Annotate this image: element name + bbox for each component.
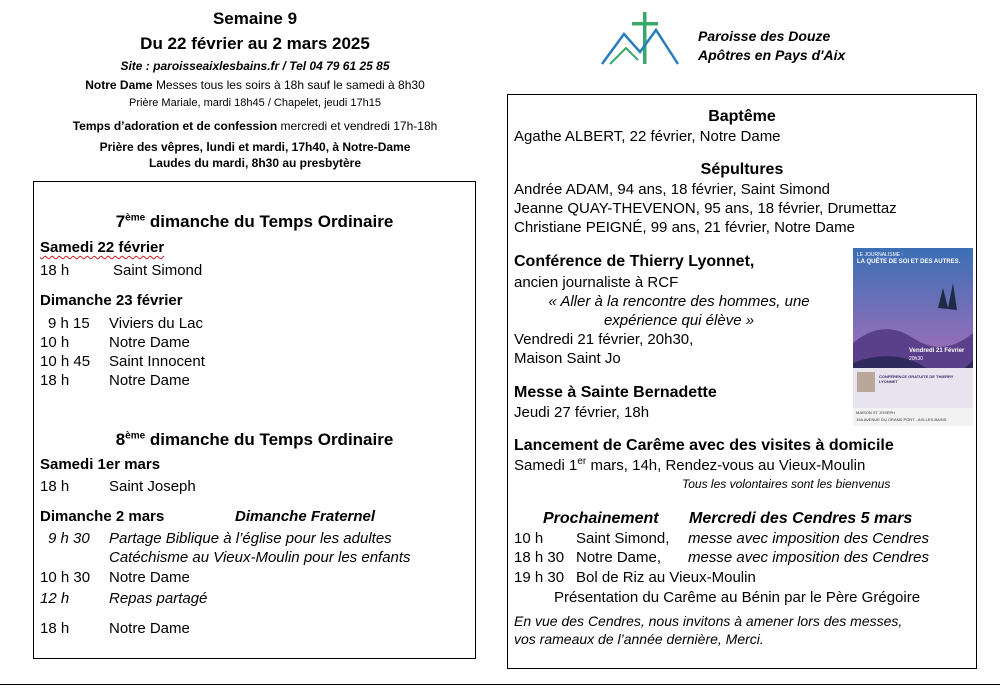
conference-quote-2: expérience qui élève » — [603, 312, 755, 329]
row-note: messe avec imposition des Cendres — [688, 549, 929, 566]
sepulture-item: Andrée ADAM, 94 ans, 18 février, Saint Simond — [514, 181, 831, 198]
cendres-note-2: vos rameaux de l’année dernière, Merci. — [514, 631, 764, 647]
careme-title: Lancement de Carême avec des visites à domicile — [514, 437, 894, 454]
row-time: 10 h — [40, 334, 70, 351]
sepulture-item: Christiane PEIGNÉ, 99 ans, 21 février, Notre Dame — [514, 219, 855, 236]
row-time: 18 h — [40, 478, 70, 495]
poster-time: 20h30 — [909, 356, 923, 362]
poster-date: Vendredi 21 Février — [909, 348, 965, 354]
cross-mountains-icon — [600, 8, 680, 80]
page-divider — [0, 684, 1000, 685]
careme-text-a: Samedi 1 — [514, 457, 578, 474]
notre-dame-text: Messes tous les soirs à 18h sauf le samedi à 8h30 — [155, 78, 425, 92]
poster-badge: CONFÉRENCE GRATUITE DE THIERRY LYONNET — [879, 374, 954, 384]
priere-line: Prière Mariale, mardi 18h45 / Chapelet, jeudi 17h15 — [129, 97, 381, 109]
row-time: 18 h — [40, 372, 70, 389]
poster-headline: LA QUÊTE DE SOI ET DES AUTRES. — [857, 259, 961, 265]
poster-top: LE JOURNALISME : — [857, 252, 903, 258]
bapteme-title: Baptême — [708, 108, 776, 125]
dimanche-fraternel-note: Dimanche Fraternel — [235, 508, 376, 525]
row-time: 9 h 30 — [48, 530, 90, 547]
careme-text-b: mars, 14h, Rendez-vous au Vieux-Moulin — [586, 457, 866, 474]
poster-image — [853, 248, 973, 408]
row-time: 19 h 30 — [514, 569, 565, 586]
row-text: Bol de Riz au Vieux-Moulin — [576, 569, 756, 586]
notre-dame-line — [40, 78, 470, 92]
logo-line-1: Paroisse des Douze — [698, 28, 831, 44]
row-place: Saint Innocent — [109, 353, 205, 370]
conference-sub: ancien journaliste à RCF — [514, 274, 679, 291]
conference-place: Maison Saint Jo — [514, 350, 621, 367]
presentation-line: Présentation du Carême au Bénin par le Père Grégoire — [554, 589, 921, 606]
sunday-8-title — [33, 430, 476, 450]
conference-title: Conférence de Thierry Lyonnet, — [514, 253, 755, 270]
conference-poster — [853, 248, 973, 426]
row-time: 18 h 30 — [514, 549, 565, 566]
row-place: Repas partagé — [109, 590, 208, 607]
sepulture-item: Jeanne QUAY-THEVENON, 95 ans, 18 février, Drumettaz — [514, 200, 897, 217]
sunday-7-sup: ème — [125, 212, 146, 224]
saturday-22-heading: Samedi 22 février — [40, 239, 165, 256]
row-text: Saint Simond, — [576, 530, 670, 547]
cendres-title: Mercredi des Cendres 5 mars — [689, 510, 913, 527]
adoration-line — [30, 119, 480, 133]
adoration-text: mercredi et vendredi 17h-18h — [280, 119, 438, 133]
row-note: messe avec imposition des Cendres — [688, 530, 929, 547]
sunday-7-number: 7 — [115, 212, 126, 231]
sunday-8-sup: ème — [125, 430, 146, 442]
notre-dame-label: Notre Dame — [85, 78, 153, 92]
row-place: Notre Dame — [109, 620, 190, 637]
careme-note: Tous les volontaires sont les bienvenus — [682, 477, 891, 491]
row-place: Viviers du Lac — [109, 315, 203, 332]
row-place: Saint Joseph — [109, 478, 196, 495]
row-place: Notre Dame — [109, 334, 190, 351]
row-time: 10 h — [514, 530, 544, 547]
careme-text — [514, 457, 865, 474]
sunday-8-rest: dimanche du Temps Ordinaire — [145, 430, 394, 449]
sunday-7-rest: dimanche du Temps Ordinaire — [145, 212, 394, 231]
sunday-7-title — [33, 212, 476, 232]
row-text: Notre Dame, — [576, 549, 662, 566]
row-time: 10 h 30 — [40, 569, 91, 586]
logo-line-2: Apôtres en Pays d'Aix — [698, 47, 846, 63]
conference-date: Vendredi 21 février, 20h30, — [514, 331, 694, 348]
row-place: Saint Simond — [113, 262, 203, 279]
saturday-1-heading: Samedi 1er mars — [40, 456, 161, 473]
row-place: Notre Dame — [109, 372, 190, 389]
cendres-note-1: En vue des Cendres, nous invitons à amener lors des messes, — [514, 613, 903, 629]
poster-footer-2: 19A AVENUE DU GRAND PORT - AIX-LES-BAINS — [856, 417, 947, 422]
week-title: Semaine 9 — [212, 9, 298, 28]
poster-footer-1: MAISON ST JOSEPH — [856, 410, 896, 415]
parish-logo — [600, 8, 680, 80]
sunday-2-heading: Dimanche 2 mars — [40, 508, 165, 525]
row-place: Catéchisme au Vieux-Moulin pour les enfants — [109, 549, 411, 566]
laudes-line: Laudes du mardi, 8h30 au presbytère — [148, 156, 362, 170]
bapteme-text: Agathe ALBERT, 22 février, Notre Dame — [514, 128, 781, 145]
row-time: 12 h — [40, 590, 70, 607]
adoration-label: Temps d’adoration et de confession — [72, 119, 278, 133]
messe-bernadette-title: Messe à Sainte Bernadette — [514, 384, 717, 401]
row-place: Partage Biblique à l’église pour les adultes — [109, 530, 392, 547]
sepultures-title: Sépultures — [700, 161, 784, 178]
row-time: 10 h 45 — [40, 353, 91, 370]
row-time: 9 h 15 — [48, 315, 90, 332]
conference-quote-1: « Aller à la rencontre des hommes, une — [548, 293, 810, 310]
messe-bernadette-text: Jeudi 27 février, 18h — [514, 404, 650, 421]
prochainement-label: Prochainement — [543, 510, 659, 527]
row-place: Notre Dame — [109, 569, 190, 586]
row-time: 18 h — [40, 262, 70, 279]
site-line: Site : paroisseaixlesbains.fr / Tel 04 79 61 25 85 — [120, 59, 390, 73]
row-time: 18 h — [40, 620, 70, 637]
week-dates: Du 22 février au 2 mars 2025 — [140, 34, 370, 53]
careme-text-sup: er — [577, 456, 587, 467]
sunday-23-heading: Dimanche 23 février — [40, 292, 183, 309]
vepres-line: Prière des vêpres, lundi et mardi, 17h40, à Notre-Dame — [99, 140, 411, 154]
sunday-8-number: 8 — [115, 430, 126, 449]
